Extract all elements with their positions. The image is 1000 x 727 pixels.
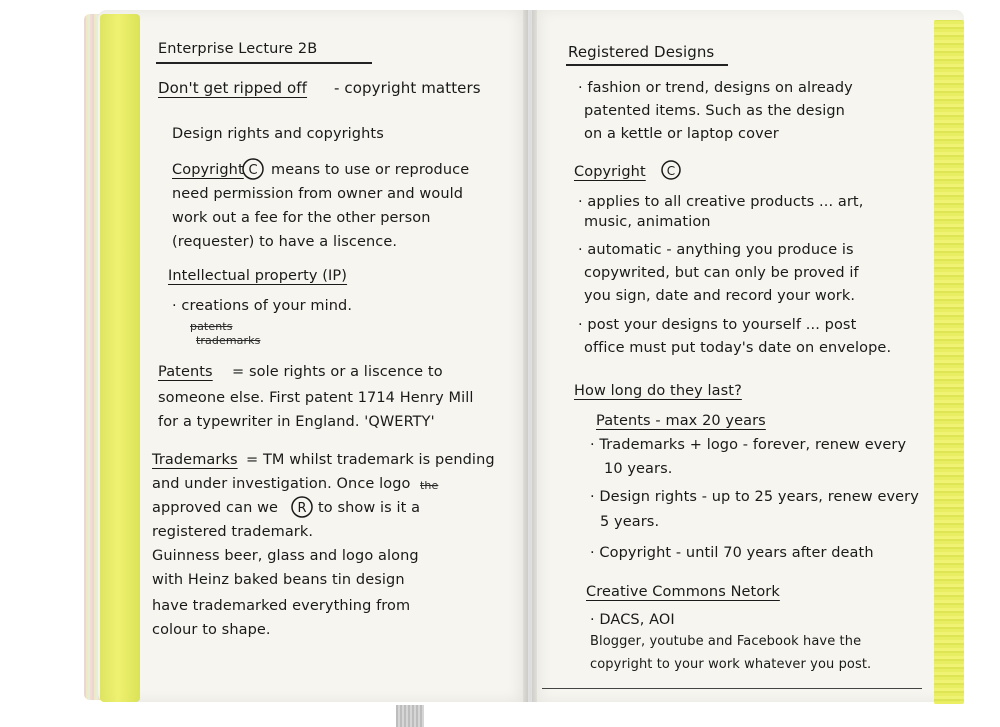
creative-commons-text: copyright to your work whatever you post. [590,657,872,672]
creative-commons-heading: Creative Commons Netork [586,584,780,600]
copyright-text: need permission from owner and would [172,186,464,202]
duration-item: 10 years. [604,461,673,477]
trademarks-text: and under investigation. Once logo [152,476,411,492]
patents-label: Patents [158,364,213,380]
registered-symbol-icon [290,495,314,519]
trademarks-text: approved can we [152,500,279,516]
copyright-detail: · automatic - anything you produce is [578,242,854,258]
copyright-detail: · post your designs to yourself ... post [578,317,857,333]
title-underline [156,62,372,64]
copyright-text: means to use or reproduce [271,162,470,178]
ip-struck-item: trademarks [196,334,261,347]
copyright-detail: copywrited, but can only be proved if [584,265,859,281]
copyright-detail: you sign, date and record your work. [584,288,856,304]
ribbon-bookmark [396,705,424,727]
subtitle: Design rights and copyrights [172,126,384,142]
registered-designs-text: patented items. Such as the design [584,103,845,119]
copyright-text: work out a fee for the other person [172,210,431,226]
trademarks-text: have trademarked everything from [152,598,411,614]
struck-word: the [420,479,439,492]
copyright-detail: · applies to all creative products ... art, [578,194,864,210]
patents-text: for a typewriter in England. 'QWERTY' [158,414,435,430]
svg-text:C: C [248,163,258,178]
page-bottom-rule [542,688,922,689]
registered-designs-text: · fashion or trend, designs on already [578,80,853,96]
patents-text: = sole rights or a liscence to [232,364,443,380]
creative-commons-text: Blogger, youtube and Facebook have the [590,634,862,649]
duration-item: 5 years. [600,514,660,530]
lecture-title: Enterprise Lecture 2B [158,41,318,57]
copyright-text: (requester) to have a liscence. [172,234,398,250]
copyright-label: Copyright [172,162,244,178]
copyright-heading: Copyright [574,164,646,180]
ip-struck-item: patents [190,320,233,333]
registered-designs-underline [566,64,728,66]
trademarks-label: Trademarks [152,452,238,468]
main-heading-suffix: - copyright matters [334,79,481,97]
trademarks-text: colour to shape. [152,622,271,638]
main-heading: Don't get ripped off [158,79,308,97]
trademarks-text: Guinness beer, glass and logo along [152,548,419,564]
ip-heading: Intellectual property (IP) [168,268,348,284]
trademarks-text: registered trademark. [152,524,314,540]
copyright-symbol-icon [660,159,682,181]
left-highlighter-strip [100,14,140,702]
book-gutter [523,10,537,702]
svg-text:C: C [666,164,676,178]
right-highlighter-strip [934,20,964,704]
duration-item: Patents - max 20 years [596,413,766,429]
copyright-detail: music, animation [584,214,711,230]
ip-text: · creations of your mind. [172,298,353,314]
registered-designs-heading: Registered Designs [568,43,715,61]
trademarks-text: = TM whilst trademark is pending [246,452,495,468]
creative-commons-text: · DACS, AOI [590,612,675,628]
duration-item: · Trademarks + logo - forever, renew every [590,437,907,453]
duration-item: · Copyright - until 70 years after death [590,545,874,561]
svg-text:R: R [297,501,307,516]
copyright-symbol-icon [241,157,265,181]
duration-heading: How long do they last? [574,383,742,399]
duration-item: · Design rights - up to 25 years, renew every [590,489,919,505]
trademarks-text: to show is it a [318,500,421,516]
copyright-detail: office must put today's date on envelope. [584,340,892,356]
trademarks-text: with Heinz baked beans tin design [152,572,405,588]
patents-text: someone else. First patent 1714 Henry Mill [158,390,474,406]
registered-designs-text: on a kettle or laptop cover [584,126,779,142]
